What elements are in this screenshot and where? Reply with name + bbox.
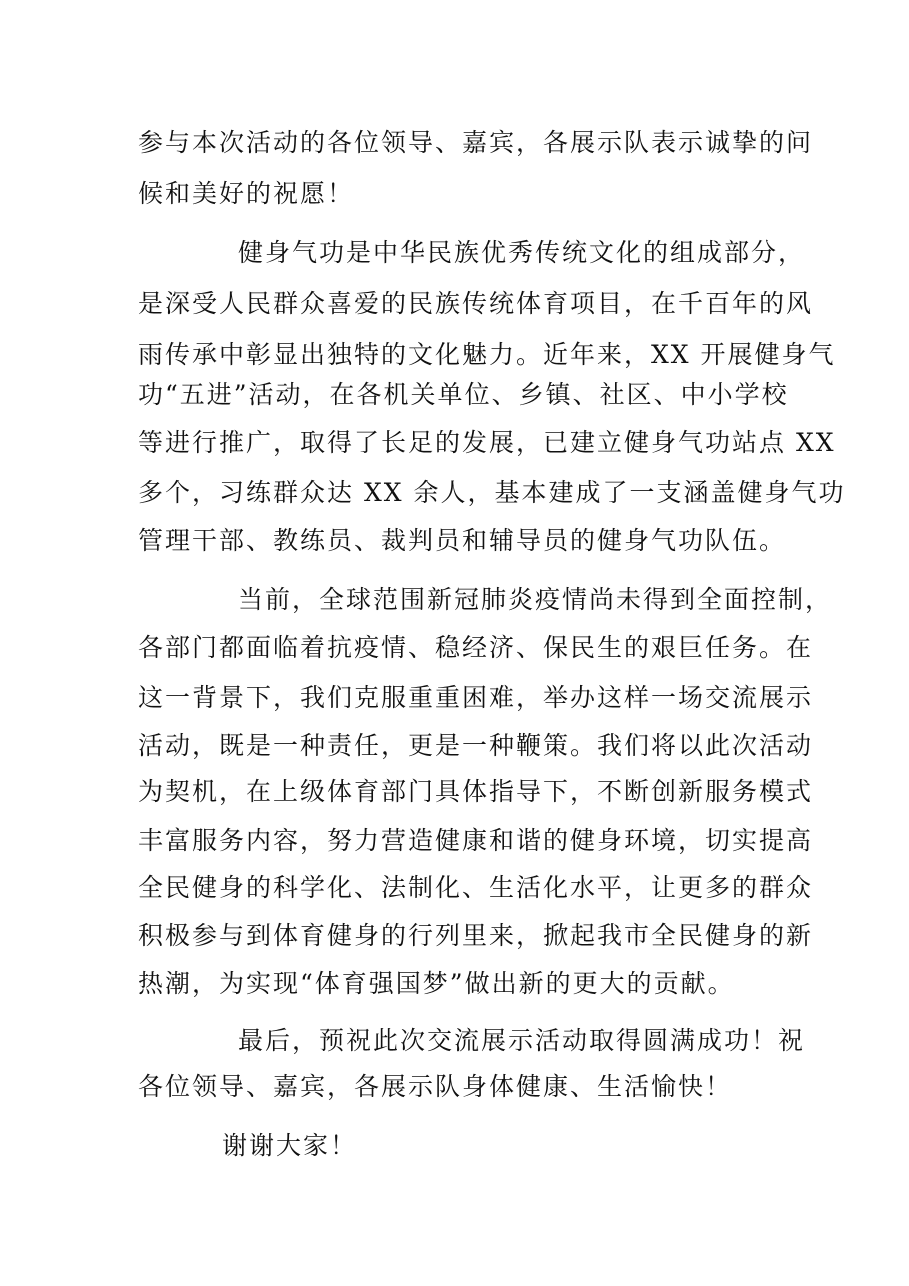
paragraph-line: 是深受人民群众喜爱的民族传统体育项目，在千百年的风 xyxy=(138,289,814,318)
paragraph-line: 管理干部、教练员、裁判员和辅导员的健身气功队伍。 xyxy=(138,526,787,555)
paragraph-line: 健身气功是中华民族优秀传统文化的组成部分， xyxy=(238,238,806,267)
paragraph-line: 各位领导、嘉宾，各展示队身体健康、生活愉快！ xyxy=(138,1072,733,1101)
paragraph-line: 功“五进”活动，在各机关单位、乡镇、社区、中小学校 xyxy=(138,380,789,409)
paragraph-line: 当前，全球范围新冠肺炎疫情尚未得到全面控制， xyxy=(238,585,833,614)
paragraph-line: 丰富服务内容，努力营造健康和谐的健身环境，切实提高 xyxy=(138,826,814,855)
paragraph-line: 参与本次活动的各位领导、嘉宾，各展示队表示诚挚的问 xyxy=(138,128,814,157)
paragraph-line: 谢谢大家！ xyxy=(222,1131,358,1160)
paragraph-line: 这一背景下，我们克服重重困难，举办这样一场交流展示 xyxy=(138,683,814,712)
paragraph-line: 积极参与到体育健身的行列里来，掀起我市全民健身的新 xyxy=(138,921,814,950)
paragraph-line: 最后，预祝此次交流展示活动取得圆满成功！祝 xyxy=(238,1026,806,1055)
paragraph-line: 热潮，为实现“体育强国梦”做出新的更大的贡献。 xyxy=(138,969,735,998)
paragraph-line: 为契机，在上级体育部门具体指导下，不断创新服务模式 xyxy=(138,777,814,806)
paragraph-line: 各部门都面临着抗疫情、稳经济、保民生的艰巨任务。在 xyxy=(138,633,814,662)
paragraph-line: 活动，既是一种责任，更是一种鞭策。我们将以此次活动 xyxy=(138,731,814,760)
paragraph-line: 雨传承中彰显出独特的文化魅力。近年来，XX 开展健身气 xyxy=(138,340,836,369)
paragraph-line: 等进行推广，取得了长足的发展，已建立健身气功站点 XX xyxy=(138,428,836,457)
paragraph-line: 候和美好的祝愿！ xyxy=(138,179,355,208)
paragraph-line: 全民健身的科学化、法制化、生活化水平，让更多的群众 xyxy=(138,873,814,902)
paragraph-line: 多个，习练群众达 XX 余人，基本建成了一支涵盖健身气功 xyxy=(138,478,846,507)
